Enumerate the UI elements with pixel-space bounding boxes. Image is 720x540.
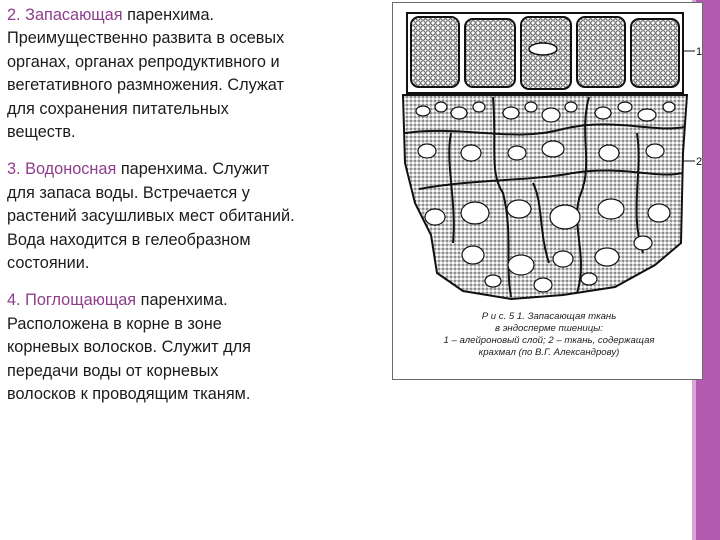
starch-tissue bbox=[403, 95, 687, 299]
endosperm-illustration bbox=[393, 3, 702, 303]
caption-line: крахмал (по В.Г. Александрову) bbox=[478, 347, 620, 358]
paragraph-number: 2. bbox=[7, 6, 21, 24]
caption-line: 1 – алейроновый слой; 2 – ткань, содержащая bbox=[443, 335, 655, 346]
slide-text bbox=[7, 4, 377, 421]
text-line: растений засушливых мест обитаний. bbox=[7, 207, 295, 226]
text-line: состоянии. bbox=[7, 254, 90, 273]
text-line: Расположена в корне в зоне bbox=[7, 314, 222, 333]
text-line: корневых волосков. Служит для bbox=[7, 338, 251, 357]
text-line: для сохранения питательных bbox=[7, 99, 229, 118]
aleurone-layer bbox=[407, 13, 683, 93]
term-water: Водоносная bbox=[25, 160, 117, 179]
text-line: передачи воды от корневых bbox=[7, 361, 219, 380]
text-line: Вода находится в гелеобразном bbox=[7, 230, 251, 249]
text-line: паренхима. bbox=[140, 291, 228, 310]
text-line: Преимущественно развита в осевых bbox=[7, 29, 285, 48]
text-line: веществ. bbox=[7, 123, 76, 142]
figure-caption bbox=[403, 311, 695, 359]
paragraph-absorbing bbox=[7, 289, 377, 406]
tissue-figure bbox=[392, 2, 703, 380]
term-absorbing: Поглощающая bbox=[25, 291, 137, 310]
caption-line: в эндосперме пшеницы: bbox=[495, 323, 603, 334]
paragraph-number: 3. bbox=[7, 160, 21, 179]
text-line: для запаса воды. Встречается у bbox=[7, 183, 250, 202]
paragraph-water bbox=[7, 158, 377, 275]
text-line: вегетативного размножения. Служат bbox=[7, 76, 284, 95]
paragraph-number: 4. bbox=[7, 291, 21, 310]
term-storage: Запасающая bbox=[25, 6, 123, 24]
paragraph-storage bbox=[7, 4, 377, 144]
caption-line: Р и с. 5 1. Запасающая ткань bbox=[481, 311, 617, 322]
text-line: волосков к проводящим тканям. bbox=[7, 385, 251, 404]
text-line: паренхима. bbox=[127, 6, 215, 24]
text-line: органах, органах репродуктивного и bbox=[7, 52, 280, 71]
figure-label: 2 bbox=[696, 156, 702, 168]
text-line: паренхима. Служит bbox=[120, 160, 270, 179]
figure-label: 1 bbox=[696, 46, 702, 58]
